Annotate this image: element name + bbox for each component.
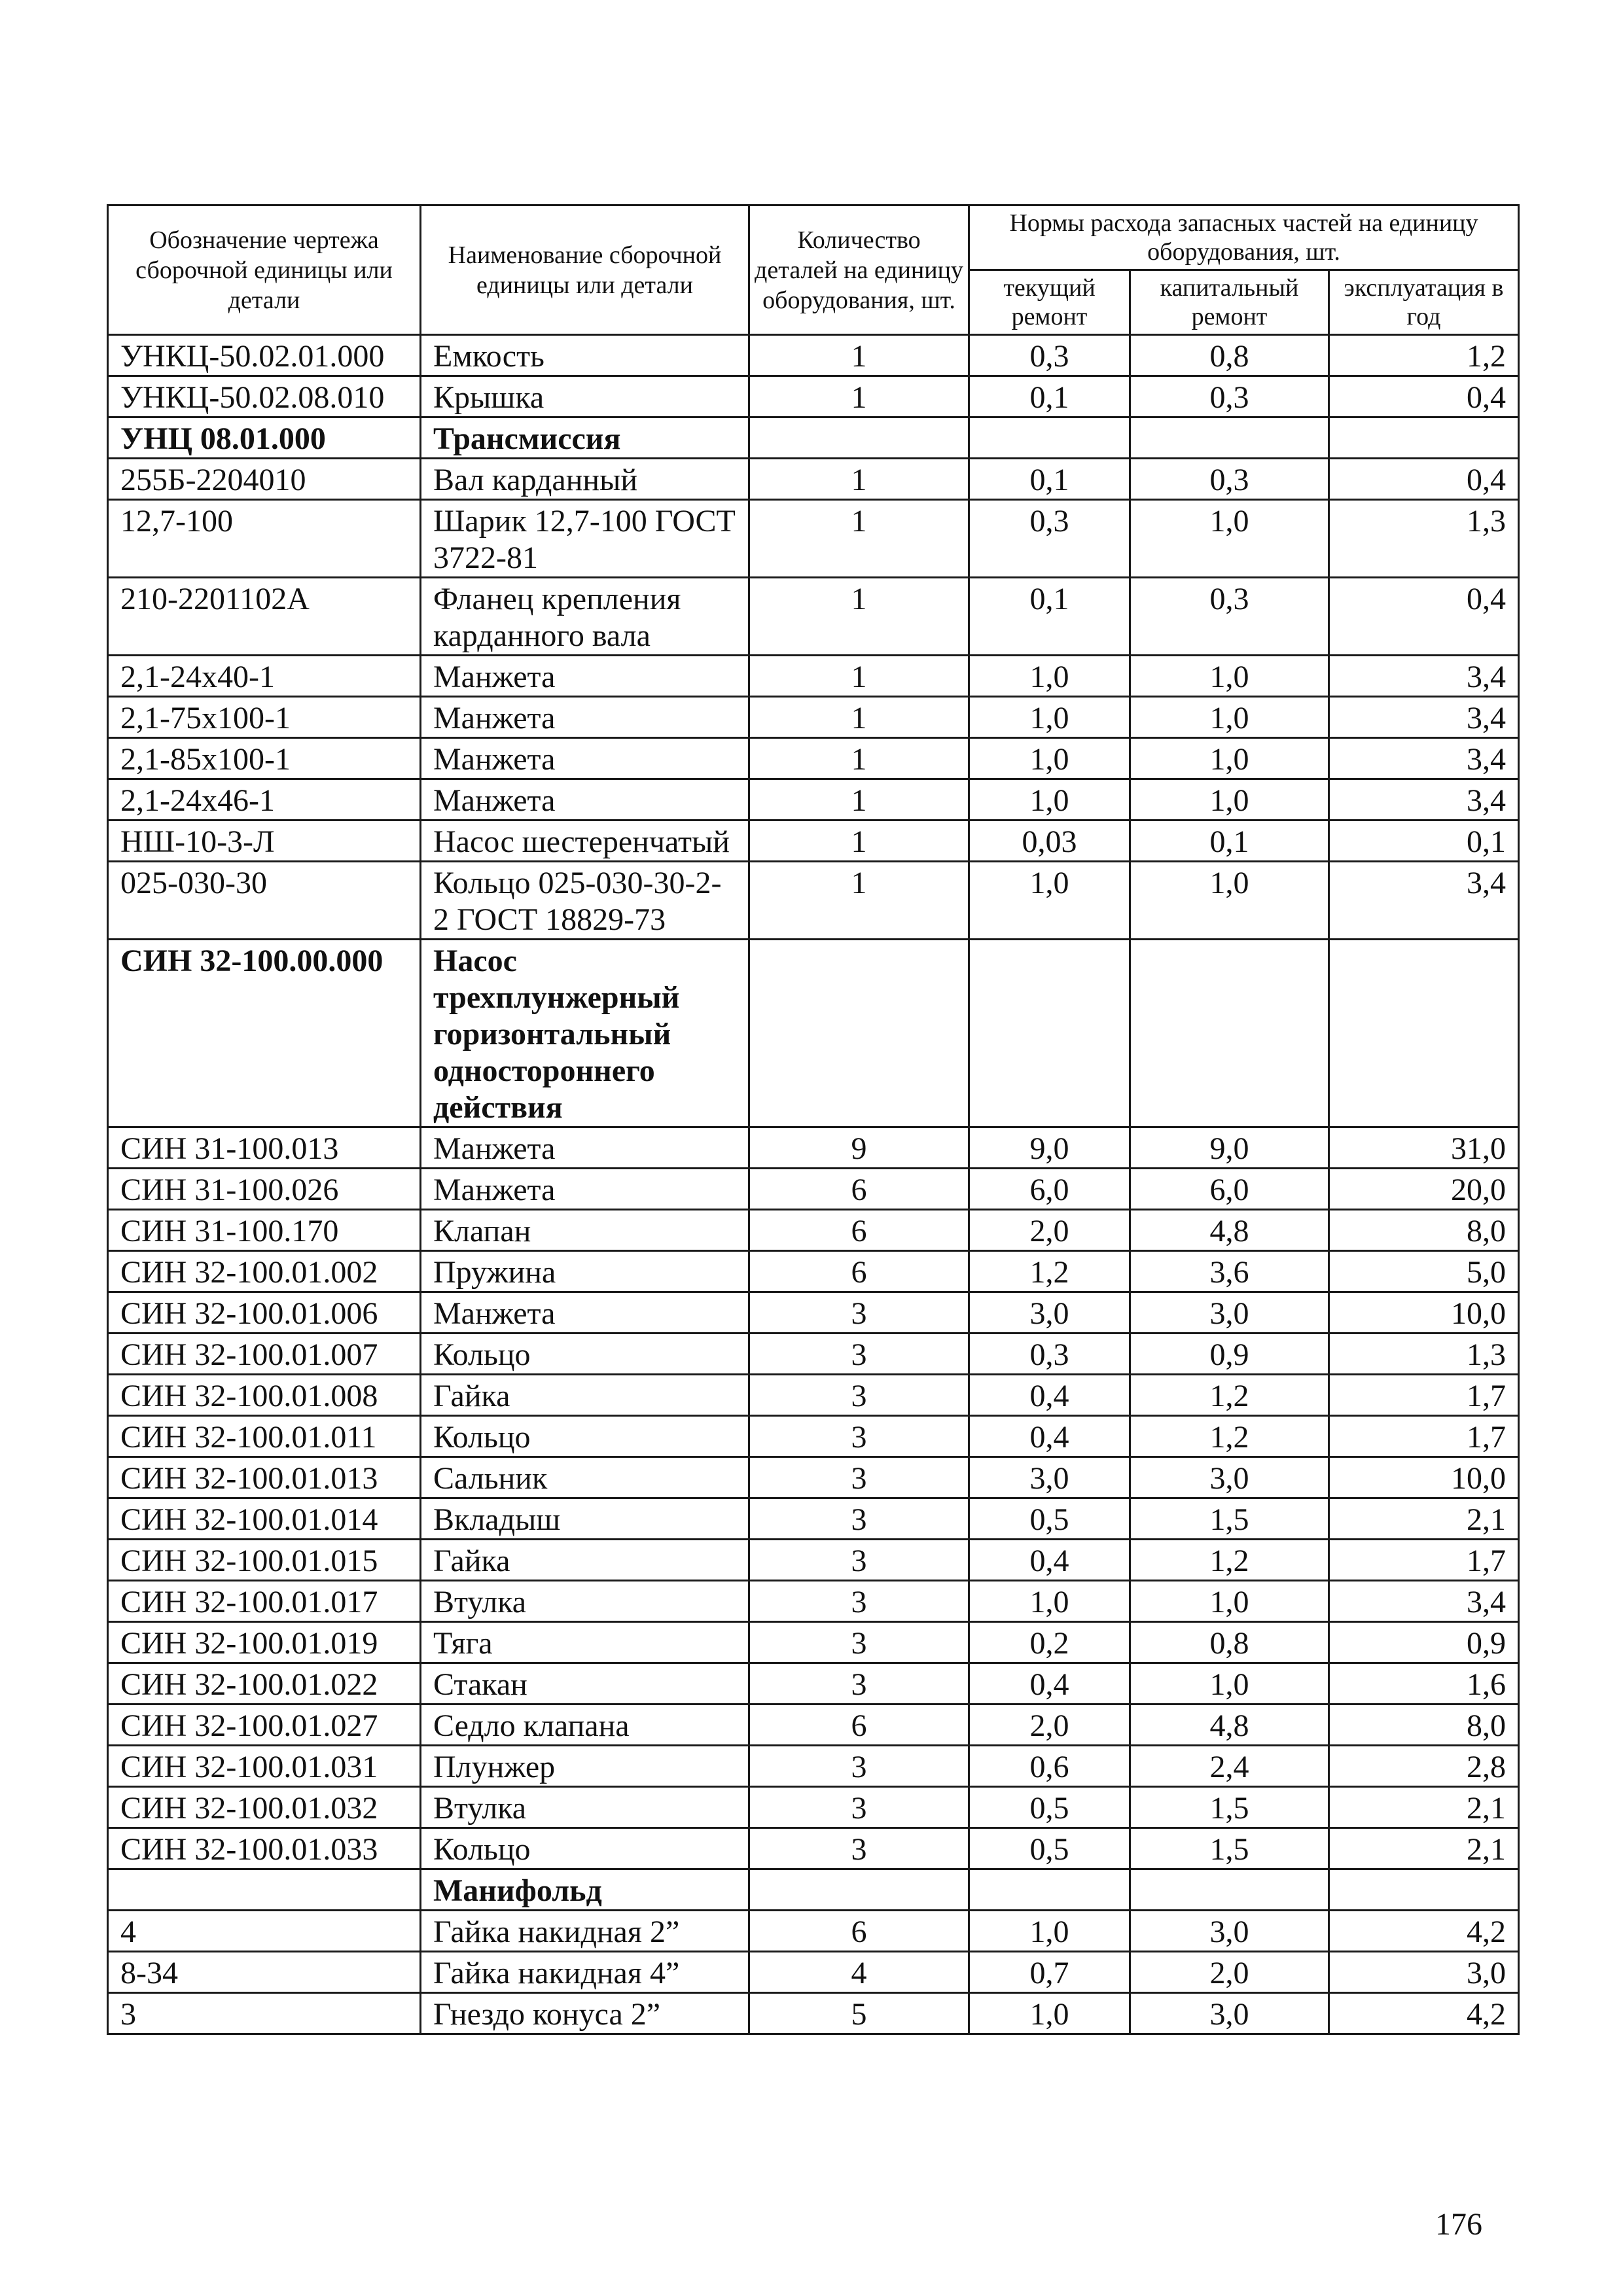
cell-operation: 2,1 <box>1329 1498 1519 1540</box>
cell-capital-repair: 1,0 <box>1130 738 1329 779</box>
cell-current-repair: 0,1 <box>969 376 1130 417</box>
cell-operation: 1,7 <box>1329 1375 1519 1416</box>
spare-parts-table <box>107 204 1520 2035</box>
cell-current-repair: 0,3 <box>969 500 1130 578</box>
cell-designation: СИН 32-100.01.032 <box>108 1787 421 1828</box>
table-row <box>108 1746 1519 1787</box>
cell-name: Гайка <box>421 1375 749 1416</box>
table-row <box>108 738 1519 779</box>
cell-designation: СИН 32-100.01.017 <box>108 1581 421 1622</box>
cell-capital-repair: 1,2 <box>1130 1375 1329 1416</box>
cell-name: Гнездо конуса 2” <box>421 1993 749 2034</box>
table-row <box>108 376 1519 417</box>
cell-capital-repair: 0,8 <box>1130 1622 1329 1663</box>
cell-designation: СИН 31-100.170 <box>108 1210 421 1251</box>
table-row <box>108 1581 1519 1622</box>
table-row <box>108 1787 1519 1828</box>
table-row <box>108 779 1519 821</box>
cell-capital-repair: 1,0 <box>1130 500 1329 578</box>
cell-name: Плунжер <box>421 1746 749 1787</box>
cell-quantity: 6 <box>749 1210 969 1251</box>
cell-quantity: 3 <box>749 1416 969 1457</box>
cell-capital-repair: 0,1 <box>1130 821 1329 862</box>
cell-operation: 20,0 <box>1329 1169 1519 1210</box>
cell-current-repair: 0,1 <box>969 578 1130 656</box>
cell-operation: 10,0 <box>1329 1457 1519 1498</box>
cell-capital-repair: 3,0 <box>1130 1457 1329 1498</box>
cell-designation: СИН 32-100.01.013 <box>108 1457 421 1498</box>
cell-operation <box>1329 1869 1519 1911</box>
cell-current-repair <box>969 417 1130 459</box>
header-norms: Нормы расхода запасных частей на единицу оборудования, шт. <box>969 205 1519 270</box>
cell-current-repair: 1,0 <box>969 1993 1130 2034</box>
cell-capital-repair: 1,0 <box>1130 1663 1329 1704</box>
table-row <box>108 417 1519 459</box>
cell-designation: УНКЦ-50.02.08.010 <box>108 376 421 417</box>
cell-name: Манжета <box>421 1169 749 1210</box>
table-row <box>108 1952 1519 1993</box>
cell-designation: 210-2201102А <box>108 578 421 656</box>
cell-current-repair: 0,2 <box>969 1622 1130 1663</box>
cell-name: Насос шестеренчатый <box>421 821 749 862</box>
cell-designation: 3 <box>108 1993 421 2034</box>
cell-designation: 4 <box>108 1911 421 1952</box>
cell-name: Насос трехплунжерный горизонтальный одностороннего действия <box>421 940 749 1127</box>
cell-name: Гайка накидная 4” <box>421 1952 749 1993</box>
cell-quantity: 3 <box>749 1828 969 1869</box>
table-row <box>108 500 1519 578</box>
cell-name: Манжета <box>421 656 749 697</box>
table-row <box>108 1457 1519 1498</box>
cell-designation: УНКЦ-50.02.01.000 <box>108 335 421 376</box>
cell-capital-repair: 3,0 <box>1130 1911 1329 1952</box>
table-row <box>108 940 1519 1127</box>
cell-capital-repair <box>1130 940 1329 1127</box>
cell-operation: 2,1 <box>1329 1828 1519 1869</box>
table-row <box>108 578 1519 656</box>
cell-designation: 2,1-24х40-1 <box>108 656 421 697</box>
cell-capital-repair: 1,2 <box>1130 1416 1329 1457</box>
cell-operation: 3,4 <box>1329 738 1519 779</box>
cell-designation: СИН 32-100.01.031 <box>108 1746 421 1787</box>
cell-quantity: 1 <box>749 500 969 578</box>
cell-operation: 8,0 <box>1329 1210 1519 1251</box>
cell-name: Шарик 12,7-100 ГОСТ 3722-81 <box>421 500 749 578</box>
cell-name: Гайка накидная 2” <box>421 1911 749 1952</box>
table-row <box>108 1993 1519 2034</box>
cell-name: Тяга <box>421 1622 749 1663</box>
cell-name: Втулка <box>421 1581 749 1622</box>
cell-capital-repair: 1,5 <box>1130 1828 1329 1869</box>
cell-designation: НШ-10-3-Л <box>108 821 421 862</box>
cell-capital-repair: 3,0 <box>1130 1993 1329 2034</box>
page-number: 176 <box>1435 2207 1482 2242</box>
cell-operation: 3,0 <box>1329 1952 1519 1993</box>
header-current-repair: текущий ремонт <box>969 270 1130 335</box>
cell-name: Кольцо <box>421 1828 749 1869</box>
cell-operation: 4,2 <box>1329 1993 1519 2034</box>
cell-designation: СИН 31-100.013 <box>108 1127 421 1169</box>
cell-current-repair: 2,0 <box>969 1210 1130 1251</box>
table-row <box>108 1498 1519 1540</box>
cell-operation: 3,4 <box>1329 656 1519 697</box>
cell-capital-repair: 1,0 <box>1130 779 1329 821</box>
cell-current-repair: 1,0 <box>969 656 1130 697</box>
table-row <box>108 1292 1519 1333</box>
cell-operation: 0,4 <box>1329 578 1519 656</box>
cell-quantity: 1 <box>749 335 969 376</box>
table-row <box>108 1622 1519 1663</box>
cell-quantity: 1 <box>749 656 969 697</box>
table-row <box>108 656 1519 697</box>
table-body <box>108 335 1519 2034</box>
cell-quantity: 6 <box>749 1169 969 1210</box>
cell-capital-repair: 0,3 <box>1130 578 1329 656</box>
cell-current-repair <box>969 940 1130 1127</box>
cell-current-repair: 2,0 <box>969 1704 1130 1746</box>
header-designation: Обозначение чертежа сборочной единицы или детали <box>108 205 421 335</box>
table-row <box>108 335 1519 376</box>
cell-quantity: 3 <box>749 1787 969 1828</box>
cell-quantity: 1 <box>749 578 969 656</box>
cell-quantity: 1 <box>749 862 969 940</box>
cell-capital-repair: 0,3 <box>1130 376 1329 417</box>
cell-designation: 8-34 <box>108 1952 421 1993</box>
cell-name: Втулка <box>421 1787 749 1828</box>
cell-capital-repair: 1,0 <box>1130 697 1329 738</box>
cell-current-repair: 0,4 <box>969 1416 1130 1457</box>
cell-name: Манжета <box>421 1127 749 1169</box>
cell-name: Клапан <box>421 1210 749 1251</box>
cell-quantity <box>749 417 969 459</box>
cell-designation: СИН 32-100.01.014 <box>108 1498 421 1540</box>
cell-operation: 1,6 <box>1329 1663 1519 1704</box>
cell-operation: 1,7 <box>1329 1416 1519 1457</box>
cell-operation: 3,4 <box>1329 1581 1519 1622</box>
cell-name: Трансмиссия <box>421 417 749 459</box>
cell-capital-repair: 2,4 <box>1130 1746 1329 1787</box>
cell-designation: СИН 32-100.01.022 <box>108 1663 421 1704</box>
cell-capital-repair <box>1130 1869 1329 1911</box>
table-row <box>108 1704 1519 1746</box>
cell-quantity: 3 <box>749 1746 969 1787</box>
cell-capital-repair: 0,9 <box>1130 1333 1329 1375</box>
cell-name: Кольцо <box>421 1333 749 1375</box>
cell-quantity: 3 <box>749 1292 969 1333</box>
cell-quantity: 6 <box>749 1704 969 1746</box>
table-row <box>108 1869 1519 1911</box>
cell-current-repair: 3,0 <box>969 1292 1130 1333</box>
table-row <box>108 1251 1519 1292</box>
cell-operation: 3,4 <box>1329 697 1519 738</box>
cell-capital-repair: 1,5 <box>1130 1498 1329 1540</box>
cell-operation <box>1329 940 1519 1127</box>
cell-capital-repair: 1,5 <box>1130 1787 1329 1828</box>
cell-current-repair: 0,5 <box>969 1498 1130 1540</box>
cell-quantity: 3 <box>749 1622 969 1663</box>
cell-name: Манжета <box>421 1292 749 1333</box>
cell-operation: 1,2 <box>1329 335 1519 376</box>
cell-current-repair: 1,0 <box>969 1911 1130 1952</box>
cell-name: Фланец крепления карданного вала <box>421 578 749 656</box>
cell-name: Гайка <box>421 1540 749 1581</box>
cell-capital-repair: 1,0 <box>1130 1581 1329 1622</box>
cell-capital-repair: 1,2 <box>1130 1540 1329 1581</box>
cell-operation: 1,3 <box>1329 500 1519 578</box>
cell-name: Кольцо 025-030-30-2-2 ГОСТ 18829-73 <box>421 862 749 940</box>
cell-designation: 2,1-24х46-1 <box>108 779 421 821</box>
cell-quantity: 1 <box>749 376 969 417</box>
cell-designation: СИН 32-100.01.015 <box>108 1540 421 1581</box>
cell-designation: СИН 32-100.00.000 <box>108 940 421 1127</box>
cell-name: Вкладыш <box>421 1498 749 1540</box>
cell-operation: 3,4 <box>1329 779 1519 821</box>
cell-operation: 5,0 <box>1329 1251 1519 1292</box>
cell-capital-repair: 9,0 <box>1130 1127 1329 1169</box>
cell-current-repair: 0,4 <box>969 1375 1130 1416</box>
table-row <box>108 1210 1519 1251</box>
cell-operation: 1,3 <box>1329 1333 1519 1375</box>
cell-designation: 2,1-75х100-1 <box>108 697 421 738</box>
header-name: Наименование сборочной единицы или детали <box>421 205 749 335</box>
header-quantity: Количество деталей на единицу оборудования, шт. <box>749 205 969 335</box>
cell-capital-repair: 2,0 <box>1130 1952 1329 1993</box>
cell-operation: 2,1 <box>1329 1787 1519 1828</box>
cell-current-repair: 9,0 <box>969 1127 1130 1169</box>
cell-quantity: 3 <box>749 1663 969 1704</box>
table-row <box>108 821 1519 862</box>
cell-name: Кольцо <box>421 1416 749 1457</box>
cell-current-repair: 0,4 <box>969 1540 1130 1581</box>
header-capital-repair: капитальный ремонт <box>1130 270 1329 335</box>
cell-current-repair: 1,0 <box>969 1581 1130 1622</box>
cell-quantity: 3 <box>749 1457 969 1498</box>
cell-capital-repair: 1,0 <box>1130 862 1329 940</box>
cell-operation: 8,0 <box>1329 1704 1519 1746</box>
cell-capital-repair: 3,6 <box>1130 1251 1329 1292</box>
cell-current-repair: 1,0 <box>969 697 1130 738</box>
cell-quantity: 6 <box>749 1911 969 1952</box>
cell-designation: СИН 32-100.01.033 <box>108 1828 421 1869</box>
cell-current-repair: 0,6 <box>969 1746 1130 1787</box>
cell-capital-repair: 0,3 <box>1130 459 1329 500</box>
cell-quantity: 4 <box>749 1952 969 1993</box>
cell-name: Манжета <box>421 779 749 821</box>
cell-designation: СИН 31-100.026 <box>108 1169 421 1210</box>
cell-operation: 0,9 <box>1329 1622 1519 1663</box>
table-row <box>108 1127 1519 1169</box>
cell-operation <box>1329 417 1519 459</box>
cell-operation: 1,7 <box>1329 1540 1519 1581</box>
cell-quantity: 3 <box>749 1375 969 1416</box>
cell-quantity: 1 <box>749 779 969 821</box>
table-row <box>108 1333 1519 1375</box>
cell-current-repair: 0,4 <box>969 1663 1130 1704</box>
cell-current-repair: 0,3 <box>969 335 1130 376</box>
cell-designation <box>108 1869 421 1911</box>
cell-current-repair: 0,5 <box>969 1787 1130 1828</box>
cell-quantity <box>749 1869 969 1911</box>
cell-designation: УНЦ 08.01.000 <box>108 417 421 459</box>
cell-name: Вал карданный <box>421 459 749 500</box>
cell-name: Крышка <box>421 376 749 417</box>
cell-name: Седло клапана <box>421 1704 749 1746</box>
table-header-row <box>108 205 1519 270</box>
table-row <box>108 1169 1519 1210</box>
cell-designation: СИН 32-100.01.011 <box>108 1416 421 1457</box>
cell-designation: СИН 32-100.01.019 <box>108 1622 421 1663</box>
cell-operation: 3,4 <box>1329 862 1519 940</box>
cell-name: Манжета <box>421 697 749 738</box>
table-row <box>108 1828 1519 1869</box>
cell-designation: СИН 32-100.01.008 <box>108 1375 421 1416</box>
cell-current-repair: 6,0 <box>969 1169 1130 1210</box>
cell-quantity: 3 <box>749 1498 969 1540</box>
cell-operation: 31,0 <box>1329 1127 1519 1169</box>
table-row <box>108 697 1519 738</box>
cell-capital-repair: 3,0 <box>1130 1292 1329 1333</box>
table-row <box>108 459 1519 500</box>
table-row <box>108 1375 1519 1416</box>
cell-name: Манифольд <box>421 1869 749 1911</box>
cell-quantity: 3 <box>749 1333 969 1375</box>
cell-operation: 4,2 <box>1329 1911 1519 1952</box>
cell-current-repair: 1,0 <box>969 862 1130 940</box>
cell-capital-repair <box>1130 417 1329 459</box>
header-operation: эксплуатация в год <box>1329 270 1519 335</box>
cell-quantity: 3 <box>749 1581 969 1622</box>
cell-operation: 2,8 <box>1329 1746 1519 1787</box>
cell-capital-repair: 4,8 <box>1130 1210 1329 1251</box>
cell-quantity: 9 <box>749 1127 969 1169</box>
cell-designation: СИН 32-100.01.007 <box>108 1333 421 1375</box>
cell-capital-repair: 6,0 <box>1130 1169 1329 1210</box>
cell-name: Емкость <box>421 335 749 376</box>
cell-designation: 025-030-30 <box>108 862 421 940</box>
cell-current-repair: 0,03 <box>969 821 1130 862</box>
cell-current-repair: 0,1 <box>969 459 1130 500</box>
table-row <box>108 1911 1519 1952</box>
cell-name: Манжета <box>421 738 749 779</box>
cell-quantity: 3 <box>749 1540 969 1581</box>
cell-name: Сальник <box>421 1457 749 1498</box>
cell-quantity: 5 <box>749 1993 969 2034</box>
table-row <box>108 1540 1519 1581</box>
cell-current-repair: 3,0 <box>969 1457 1130 1498</box>
cell-designation: СИН 32-100.01.002 <box>108 1251 421 1292</box>
cell-quantity: 1 <box>749 459 969 500</box>
cell-current-repair: 0,3 <box>969 1333 1130 1375</box>
cell-current-repair: 1,2 <box>969 1251 1130 1292</box>
cell-capital-repair: 1,0 <box>1130 656 1329 697</box>
cell-quantity: 1 <box>749 738 969 779</box>
cell-designation: 12,7-100 <box>108 500 421 578</box>
cell-capital-repair: 4,8 <box>1130 1704 1329 1746</box>
cell-current-repair: 1,0 <box>969 779 1130 821</box>
cell-quantity: 6 <box>749 1251 969 1292</box>
cell-current-repair: 0,5 <box>969 1828 1130 1869</box>
cell-operation: 0,1 <box>1329 821 1519 862</box>
table-row <box>108 1663 1519 1704</box>
cell-name: Стакан <box>421 1663 749 1704</box>
cell-designation: СИН 32-100.01.006 <box>108 1292 421 1333</box>
cell-operation: 0,4 <box>1329 376 1519 417</box>
cell-operation: 10,0 <box>1329 1292 1519 1333</box>
cell-designation: 255Б-2204010 <box>108 459 421 500</box>
cell-quantity <box>749 940 969 1127</box>
cell-quantity: 1 <box>749 821 969 862</box>
cell-current-repair: 1,0 <box>969 738 1130 779</box>
cell-operation: 0,4 <box>1329 459 1519 500</box>
cell-designation: 2,1-85х100-1 <box>108 738 421 779</box>
cell-quantity: 1 <box>749 697 969 738</box>
cell-name: Пружина <box>421 1251 749 1292</box>
cell-current-repair <box>969 1869 1130 1911</box>
cell-current-repair: 0,7 <box>969 1952 1130 1993</box>
table-row <box>108 1416 1519 1457</box>
cell-capital-repair: 0,8 <box>1130 335 1329 376</box>
table-row <box>108 862 1519 940</box>
cell-designation: СИН 32-100.01.027 <box>108 1704 421 1746</box>
